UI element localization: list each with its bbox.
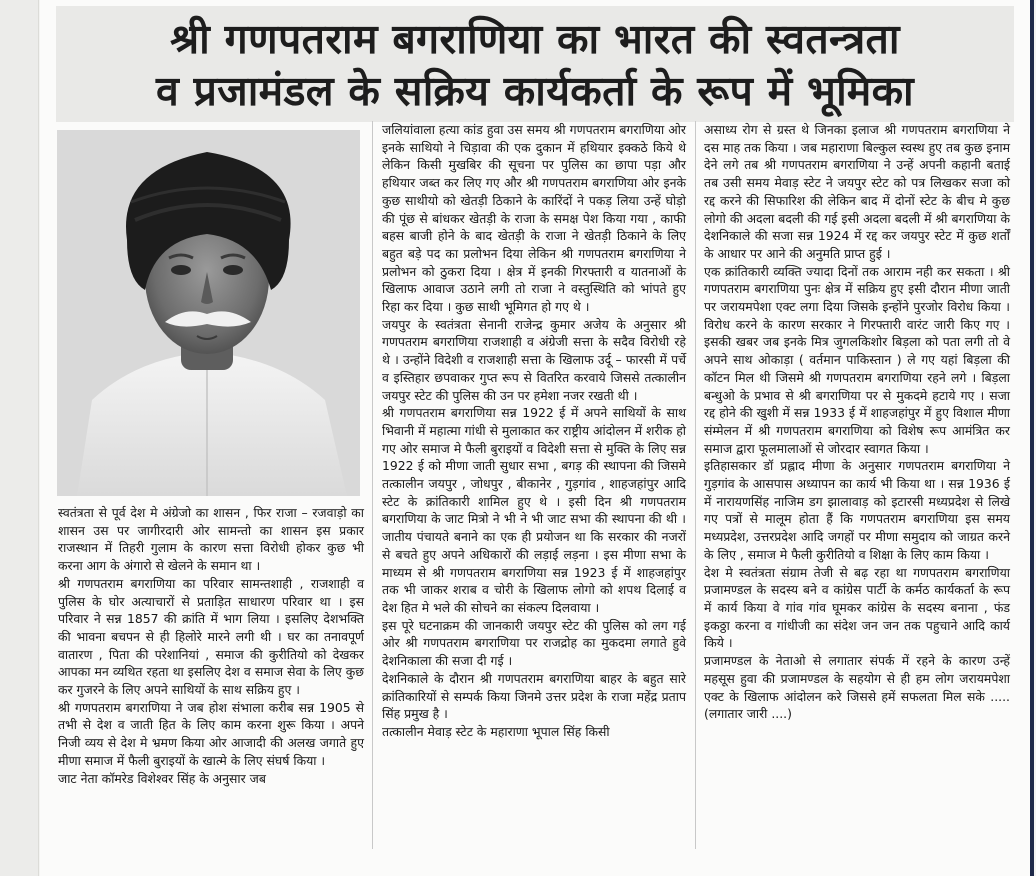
paragraph: देश मे स्वतंत्रता संग्राम तेजी से बढ़ रहा था गणपतराम बगराणिया प्रजामण्डल के सदस्य बने व कांग्रेस पार्टी के कर्मठ कार्यकर्ता के रूप में कार्य किया वे गांव गांव घूमकर कांग्रेस के सदस्य बनाना , फंड इकठ्ठा करना व गांधीजी का संदेश जन जन तक पहुचाने आदि कार्य किये । <box>704 564 1010 651</box>
paragraph: इस पूरे घटनाक्रम की जानकारी जयपुर स्टेट की पुलिस को लग गई ओर श्री गणपतराम बगराणिया पर राजद्रोह का मुकदमा लगाते हुवे देशनिकाला की सजा दी गई । <box>382 617 686 669</box>
paragraph: श्री गणपतराम बगराणिया का परिवार सामन्तशाही , राजशाही व पुलिस के घोर अत्याचारों से प्रताड़ित साधारण परिवार था । इस परिवार ने सन्न 1857 की क्रांति में भाग लिया । इसलिए देशभक्ति की भावना बचपन से ही हिलोरे मारने लगी थी । घर का तनावपूर्ण वातारण , पिता की परेशानियां , समाज की कुरीतियो को देखकर आपका मन व्यथित रहता था इसलिए देश व समाज सेवा के लिए कुछ कर गुजरने के लिए अपने साथियों के साथ सक्रिय हुए । <box>58 575 364 698</box>
article-column-2 <box>382 121 686 741</box>
column-separator <box>372 121 373 849</box>
paragraph: स्वतंत्रता से पूर्व देश मे अंग्रेजो का शासन , फिर राजा – रजवाड़ो का शासन उस पर जागीरदारी ओर सामन्तो का शासन इस प्रकार राजस्थान में तिहरी गुलाम के कारण सत्ता विरोधी होकर कुछ भी करना आग के अंगारो से खेलने के समान था । <box>58 505 364 574</box>
column-separator <box>695 121 696 849</box>
page-border-rule <box>1030 0 1034 876</box>
headline-box <box>56 6 1014 122</box>
paragraph: जयपुर के स्वतंत्रता सेनानी राजेन्द्र कुमार अजेय के अनुसार श्री गणपतराम बगराणिया राजशाही व अंग्रेजी सत्ता के सदैव विरोधी रहे थे । उन्होंने विदेशी व राजशाही सत्ता के खिलाफ उर्दू – फारसी में पर्चे व इस्तिहार छपवाकर गुप्त रूप से वितरित करवाये जिससे तत्कालीन जयपुर स्टेट की पुलिस की उन पर हमेशा नजर रखती थी । <box>382 316 686 403</box>
paragraph: देशनिकाले के दौरान श्री गणपतराम बगराणिया बाहर के बहुत सारे क्रांतिकारियों से सम्पर्क किया जिनमे उत्तर प्रदेश के राजा महेंद्र प्रताप सिंह प्रमुख है । <box>382 670 686 722</box>
paragraph: जलियांवाला हत्या कांड हुवा उस समय श्री गणपतराम बगराणिया ओर इनके साथियो ने चिड़ावा की एक दुकान में हथियार इक्कठे किये थे लेकिन किसी मुखबिर की सूचना पर पुलिस का छापा पड़ा और हथियार जब्त कर लिए गए और श्री गणपतराम बगराणिया ओर इनके कुछ साथीयो को खेतड़ी ठिकाने के कारिंदों ने पकड़ लिया उन्हें घोड़ो की पूंछ से बांधकर खेतड़ी के राजा के समक्ष पेश किया गया , काफी बहस बाजी होने के बाद खेतड़ी के राजा ने खेतड़ी ठिकाने के लिए बहुत बड़े पद का प्रलोभन दिया लेकिन श्री गणपतराम बगराणिया ने प्रलोभन को ठुकरा दिया । क्षेत्र में इनकी गिरफ्तारी व यातनाओं के खिलाफ आवाज उठाने लगी तो राजा ने वस्तुस्थिति को भांपते हुए रिहा कर दिया । कुछ साथी भूमिगत हो गए थे । <box>382 122 686 315</box>
paragraph: जाट नेता कॉमरेड विशेश्वर सिंह के अनुसार जब <box>58 770 266 786</box>
paragraph: इतिहासकार डॉ प्रह्लाद मीणा के अनुसार गणपतराम बगराणिया ने गुड़गांव के आसपास अध्यापन का कार्य भी किया था । सन्न 1936 ई में नारायणसिंह नाजिम डग झालावाड़ को इटारसी मध्यप्रदेश से लिखे गए पत्रों से मालूम होता हैं कि गणपतराम बगराणिया इस समय मध्यप्रदेश, उत्तरप्रदेश आदि जगहों पर मीणा समुदाय को जाग्रत करने के लिए , समाज मे फैली कुरीतियो व शिक्षा के लिए काम किया । <box>704 458 1010 562</box>
paragraph: तत्कालीन मेवाड़ स्टेट के महाराणा भूपाल सिंह किसी <box>382 723 610 739</box>
page-fold-edge <box>0 0 39 876</box>
paragraph: प्रजामण्डल के नेताओ से लगातार संपर्क में रहने के कारण उन्हें महसूस हुवा की प्रजामण्डल के सहयोग से ही हम लोग जरायमपेशा एक्ट के खिलाफ आंदोलन करे जिससे हमें सफलता मिल सके ..... (लगातार जारी ....) <box>704 653 1010 722</box>
article-column-3 <box>704 121 1010 723</box>
paragraph: असाध्य रोग से ग्रस्त थे जिनका इलाज श्री गणपतराम बगराणिया ने दस माह तक किया । जब महाराणा बिल्कुल स्वस्थ हुए तब कुछ इनाम देने लगे तब श्री गणपतराम बगराणिया ने उन्हें अपनी कहानी बताई तब उसी समय मेवाड़ स्टेट ने जयपुर स्टेट को पत्र लिखकर सजा को रद्द करने की सिफारिश की लेकिन बाद में दोनों स्टेट के बीच मे कुछ लोगो की अदला बदली की गई इसी अदला बदली में श्री बगराणिया के देशनिकाले की सजा सन्न 1924 में रद्द कर जयपुर स्टेट में कुछ शर्तों के आधार पर आने की अनुमति प्राप्त हुई । <box>704 122 1010 261</box>
paragraph: एक क्रांतिकारी व्यक्ति ज्यादा दिनों तक आराम नही कर सकता । श्री गणपतराम बगराणिया पुनः क्षेत्र में सक्रिय हुए इसी दौरान मीणा जाती पर जरायमपेशा एक्ट लगा दिया जिसके इन्होंने पुरजोर विरोध किया । विरोध करने के कारण सरकार ने गिरफ्तारी वारंट जारी किए गए । इसकी खबर जब इनके मित्र जुगलकिशोर बिड़ला को पता लगी तो वे अपने साथ ओकाड़ा ( वर्तमान पाकिस्तान ) ले गए यहां बिड़ला की कॉटन मिल थी जिसमे श्री गणपतराम बगराणिया रहने लगे । बिड़ला बन्धुओ के प्रभाव से श्री बगराणिया पर से मुकदमे हटाये गए । सजा रद्द होने की खुशी में सन्न 1933 ई में शाहजहांपुर में हुए विशाल मीणा संम्मेलन में श्री गणपतराम बगराणिया को विशेष रूप आमंत्रित कर समाज द्वारा फूलमालाओं से जोरदार स्वागत किया । <box>704 263 1010 456</box>
article-column-1 <box>58 504 364 787</box>
portrait-photo-icon <box>57 130 360 496</box>
paragraph: श्री गणपतराम बगराणिया ने जब होश संभाला करीब सन्न 1905 से तभी से देश व जाती हित के लिए काम करना शुरू किया । अपने निजी व्यय से देश मे भ्रमण किया ओर आजादी की अलख जगाते हुए मीणा समाज में फैली बुराइयों के खात्मे के लिए संघर्ष किया । <box>58 699 364 768</box>
headline-line-2: व प्रजामंडल के सक्रिय कार्यकर्ता के रूप में भूमिका <box>156 67 914 115</box>
paragraph: श्री गणपतराम बगराणिया सन्न 1922 ई में अपने साथियों के साथ भिवानी में महात्मा गांधी से मुलाकात कर राष्ट्रीय आंदोलन में शरीक हो गए ओर समाज मे फैली बुराइयों व विदेशी सत्ता से मुक्ति के लिए सन्न 1922 ई को मीणा जाती सुधार सभा , बगड़ की स्थापना की जिसमे तत्कालीन जयपुर , जोधपुर , बीकानेर , गुड़गांव , शाहजहांपुर आदि स्टेट के क्रांतिकारी शामिल हुए थे । इसी दिन श्री गणपतराम बगराणिया के जाट मित्रो ने भी ने भी जाट सभा की स्थापना की थी । जातीय पंचायते बनाने का एक ही प्रयोजन था कि सरकार की नजरों से बचते हुए अपने अधिकारों की लड़ाई लड़ना । इस मीणा सभा के माध्यम से श्री गणपतराम बगराणिया सन्न 1923 ई में शाहजहांपुर तक भी जाकर शराब व चोरी के खिलाफ लोगो को शपथ दिलाई व देश हित मे भले की सोचने का संकल्प दिलवाया । <box>382 405 686 615</box>
headline-line-1: श्री गणपतराम बगराणिया का भारत की स्वतन्त्रता <box>170 15 900 63</box>
